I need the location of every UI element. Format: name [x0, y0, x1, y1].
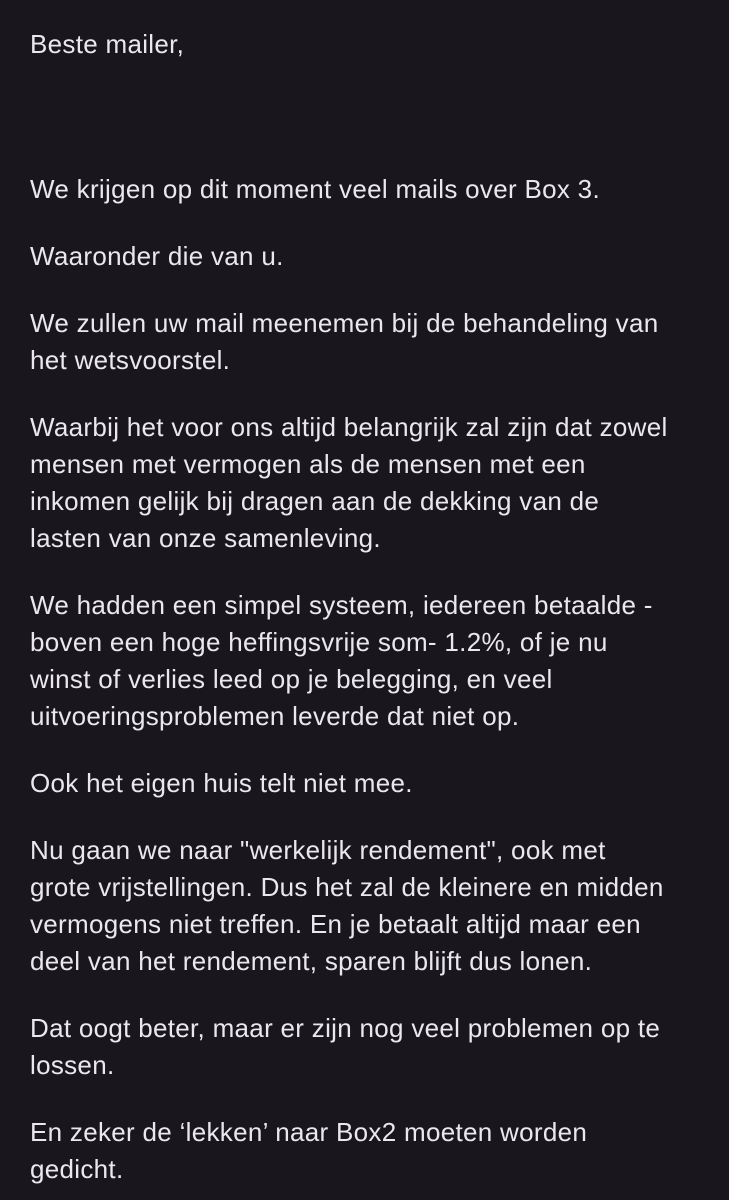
paragraph-eigen-huis [30, 765, 709, 802]
paragraph-problemen [30, 1010, 709, 1084]
paragraph-werkelijk-rendement [30, 832, 709, 980]
paragraph-line: uitvoeringsproblemen leverde dat niet op. [30, 701, 520, 731]
paragraph-line: het wetsvoorstel. [30, 345, 231, 375]
greeting: Beste mailer, [30, 29, 185, 59]
paragraph-line: We zullen uw mail meenemen bij de behandeling van [30, 308, 659, 338]
paragraph-line: Waaronder die van u. [30, 241, 284, 271]
paragraph-meenemen [30, 305, 709, 379]
paragraph-line: winst of verlies leed op je belegging, en veel [30, 664, 553, 694]
paragraph-box3-mails [30, 171, 709, 208]
paragraph-belangrijk [30, 409, 709, 557]
paragraph-simpel-systeem [30, 587, 709, 735]
paragraph-line: inkomen gelijk bij dragen aan de dekking van de [30, 486, 600, 516]
paragraph-line: Ook het eigen huis telt niet mee. [30, 768, 413, 798]
paragraph-line: lossen. [30, 1050, 115, 1080]
paragraph-line: deel van het rendement, sparen blijft dus lonen. [30, 946, 593, 976]
paragraph-line: We krijgen op dit moment veel mails over Box 3. [30, 174, 600, 204]
paragraph-line: Nu gaan we naar "werkelijk rendement", ook met [30, 835, 606, 865]
paragraph-line: lasten van onze samenleving. [30, 523, 381, 553]
paragraph-line: mensen met vermogen als de mensen met een [30, 449, 586, 479]
paragraph-line: En zeker de ‘lekken’ naar Box2 moeten worden [30, 1117, 588, 1147]
paragraph-lekken-box2 [30, 1114, 709, 1188]
paragraph-line: Dat oogt beter, maar er zijn nog veel problemen op te [30, 1013, 661, 1043]
paragraph-line: grote vrijstellingen. Dus het zal de kleinere en midden [30, 872, 664, 902]
paragraph-line: Waarbij het voor ons altijd belangrijk zal zijn dat zowel [30, 412, 668, 442]
paragraph-line: boven een hoge heffingsvrije som- 1.2%, of je nu [30, 627, 608, 657]
paragraph-line: vermogens niet treffen. En je betaalt altijd maar een [30, 909, 641, 939]
paragraph-waaronder [30, 238, 709, 275]
paragraph-line: gedicht. [30, 1154, 124, 1184]
paragraph-line: We hadden een simpel systeem, iedereen betaalde - [30, 590, 653, 620]
